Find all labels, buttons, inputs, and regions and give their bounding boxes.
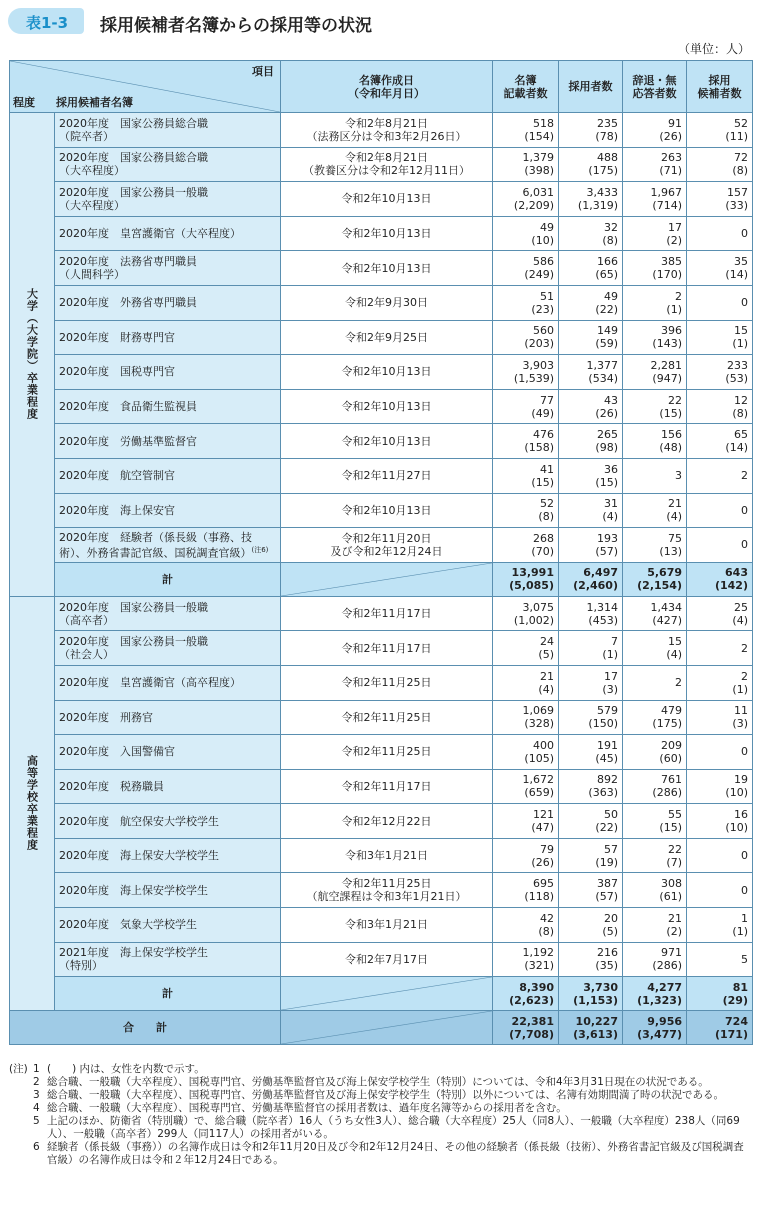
count-cell: 193 (57) — [559, 528, 623, 563]
list-name-cell — [55, 389, 281, 424]
header-list-name: 採用候補者名簿 — [56, 96, 133, 109]
count-cell: 235 (78) — [559, 113, 623, 148]
list-name: 2020年度 法務省専門職員 （人間科学） — [59, 255, 197, 282]
count-cell: 488 (175) — [559, 147, 623, 182]
list-date: 令和2年7月17日 — [281, 942, 493, 977]
table-row — [10, 493, 753, 528]
page-title: 採用候補者名簿からの採用等の状況 — [100, 16, 372, 36]
list-date: 令和3年1月21日 — [281, 838, 493, 873]
list-name-cell — [55, 493, 281, 528]
table-row — [10, 735, 753, 770]
count-cell: 25 (4) — [687, 596, 753, 631]
list-name-cell — [55, 631, 281, 666]
list-date: 令和2年8月21日 （法務区分は令和3年2月26日） — [281, 113, 493, 148]
count-cell: 216 (35) — [559, 942, 623, 977]
list-name-cell — [55, 113, 281, 148]
count-cell: 0 — [687, 735, 753, 770]
note-number: 3 — [33, 1089, 40, 1101]
table-row — [10, 769, 753, 804]
subtotal-row — [10, 562, 753, 596]
note-number: 1 — [33, 1063, 40, 1075]
list-name-cell — [55, 838, 281, 873]
list-name-cell — [55, 216, 281, 251]
list-name: 2020年度 国家公務員総合職 （大卒程度） — [59, 151, 208, 178]
list-date: 令和2年10月13日 — [281, 389, 493, 424]
list-name-cell — [55, 942, 281, 977]
list-name-cell — [55, 908, 281, 943]
count-cell: 263 (71) — [623, 147, 687, 182]
subtotal-cell: 8,390 (2,623) — [493, 977, 559, 1011]
list-date: 令和2年11月25日 — [281, 665, 493, 700]
subtotal-cell: 4,277 (1,323) — [623, 977, 687, 1011]
count-cell: 6,031 (2,209) — [493, 182, 559, 217]
count-cell: 1,379 (398) — [493, 147, 559, 182]
count-cell: 49 (22) — [559, 285, 623, 320]
header-registered: 名簿 記載者数 — [493, 61, 559, 113]
count-cell: 166 (65) — [559, 251, 623, 286]
list-name: 2020年度 気象大学校学生 — [59, 918, 197, 932]
note-number: 4 — [33, 1102, 40, 1114]
list-name-cell — [55, 596, 281, 631]
note-number: 5 — [33, 1115, 40, 1127]
table-row — [10, 700, 753, 735]
table-row — [10, 182, 753, 217]
subtotal-diagonal — [281, 977, 493, 1011]
note-prefix — [9, 1102, 33, 1115]
table-row — [10, 113, 753, 148]
list-date: 令和2年11月17日 — [281, 631, 493, 666]
count-cell: 16 (10) — [687, 804, 753, 839]
grand-total-cell: 9,956 (3,477) — [623, 1011, 687, 1045]
table-row — [10, 320, 753, 355]
header-declined: 辞退・無 応答者数 — [623, 61, 687, 113]
list-date: 令和3年1月21日 — [281, 908, 493, 943]
list-name: 2020年度 刑務官 — [59, 710, 153, 724]
count-cell: 396 (143) — [623, 320, 687, 355]
list-date: 令和2年11月25日 — [281, 735, 493, 770]
count-cell: 892 (363) — [559, 769, 623, 804]
note-text: 総合職、一般職（大卒程度）、国税専門官、労働基準監督官及び海上保安学校学生（特別）については、令和4年3月31日現在の状況である。 — [47, 1076, 709, 1088]
count-cell: 5 — [687, 942, 753, 977]
count-cell: 579 (150) — [559, 700, 623, 735]
count-cell: 17 (2) — [623, 216, 687, 251]
count-cell: 209 (60) — [623, 735, 687, 770]
grand-total-row — [10, 1011, 753, 1045]
list-name: 2020年度 航空保安大学校学生 — [59, 814, 219, 828]
list-name: 2020年度 海上保安官 — [59, 503, 175, 517]
list-name-cell — [55, 665, 281, 700]
note-prefix: (注) — [9, 1063, 28, 1075]
count-cell: 2 — [687, 631, 753, 666]
list-name-cell — [55, 769, 281, 804]
list-name: 2020年度 航空管制官 — [59, 469, 175, 483]
count-cell: 21 (4) — [493, 665, 559, 700]
subtotal-row — [10, 977, 753, 1011]
count-cell: 191 (45) — [559, 735, 623, 770]
list-name-cell — [55, 458, 281, 493]
subtotal-label: 計 — [55, 977, 281, 1011]
note-prefix — [9, 1076, 33, 1089]
list-name-cell — [55, 182, 281, 217]
table-row — [10, 216, 753, 251]
count-cell: 49 (10) — [493, 216, 559, 251]
count-cell: 1 (1) — [687, 908, 753, 943]
count-cell: 2 — [687, 458, 753, 493]
list-date: 令和2年9月30日 — [281, 285, 493, 320]
list-date: 令和2年10月13日 — [281, 493, 493, 528]
table-row — [10, 596, 753, 631]
count-cell: 3,903 (1,539) — [493, 355, 559, 390]
count-cell: 385 (170) — [623, 251, 687, 286]
note-item — [9, 1076, 754, 1089]
list-name: 2021年度 海上保安学校学生 （特別） — [59, 946, 208, 973]
count-cell: 268 (70) — [493, 528, 559, 563]
header-row — [10, 61, 753, 113]
grand-total-diagonal — [281, 1011, 493, 1045]
header-hired: 採用者数 — [559, 61, 623, 113]
list-name: 2020年度 国家公務員一般職 （社会人） — [59, 635, 208, 662]
note-item — [9, 1141, 754, 1167]
count-cell: 15 (4) — [623, 631, 687, 666]
count-cell: 21 (2) — [623, 908, 687, 943]
count-cell: 156 (48) — [623, 424, 687, 459]
count-cell: 2 (1) — [687, 665, 753, 700]
count-cell: 21 (4) — [623, 493, 687, 528]
table-row — [10, 285, 753, 320]
count-cell: 0 — [687, 838, 753, 873]
count-cell: 121 (47) — [493, 804, 559, 839]
list-date: 令和2年11月17日 — [281, 596, 493, 631]
count-cell: 233 (53) — [687, 355, 753, 390]
table-number: 表1-3 — [26, 14, 69, 32]
count-cell: 0 — [687, 216, 753, 251]
list-date: 令和2年10月13日 — [281, 251, 493, 286]
count-cell: 1,069 (328) — [493, 700, 559, 735]
count-cell: 72 (8) — [687, 147, 753, 182]
subtotal-cell: 6,497 (2,460) — [559, 562, 623, 596]
subtotal-diagonal — [281, 562, 493, 596]
note-item — [9, 1089, 754, 1102]
count-cell: 971 (286) — [623, 942, 687, 977]
count-cell: 761 (286) — [623, 769, 687, 804]
count-cell: 32 (8) — [559, 216, 623, 251]
list-name: 2020年度 外務省専門職員 — [59, 296, 197, 310]
count-cell: 3 — [623, 458, 687, 493]
list-name: 2020年度 海上保安学校学生 — [59, 883, 208, 897]
list-name-cell — [55, 735, 281, 770]
list-name-cell — [55, 147, 281, 182]
subtotal-cell: 3,730 (1,153) — [559, 977, 623, 1011]
header-candidates: 採用 候補者数 — [687, 61, 753, 113]
count-cell: 3,433 (1,319) — [559, 182, 623, 217]
list-name: 2020年度 経験者（係長級（事務、技術）、外務省書記官級、国税調査官級） — [59, 530, 252, 560]
grand-total-label: 合 計 — [10, 1011, 281, 1045]
count-cell: 35 (14) — [687, 251, 753, 286]
subtotal-label: 計 — [55, 562, 281, 596]
list-name: 2020年度 海上保安大学校学生 — [59, 849, 219, 863]
list-date: 令和2年10月13日 — [281, 355, 493, 390]
count-cell: 3,075 (1,002) — [493, 596, 559, 631]
header-diagonal-cell — [10, 61, 281, 113]
list-date: 令和2年8月21日 （教養区分は令和2年12月11日） — [281, 147, 493, 182]
header-item: 項目 — [252, 65, 274, 78]
footnotes — [9, 1063, 754, 1167]
table-row — [10, 424, 753, 459]
table-row — [10, 458, 753, 493]
count-cell: 22 (7) — [623, 838, 687, 873]
count-cell: 43 (26) — [559, 389, 623, 424]
count-cell: 15 (1) — [687, 320, 753, 355]
table-row — [10, 873, 753, 908]
list-date: 令和2年10月13日 — [281, 216, 493, 251]
count-cell: 0 — [687, 528, 753, 563]
note-item — [9, 1063, 754, 1076]
count-cell: 17 (3) — [559, 665, 623, 700]
count-cell: 400 (105) — [493, 735, 559, 770]
note-number: 6 — [33, 1141, 40, 1153]
subtotal-cell: 81 (29) — [687, 977, 753, 1011]
note-prefix — [9, 1115, 33, 1141]
note-item — [9, 1102, 754, 1115]
section-label-cell — [10, 596, 55, 1011]
count-cell: 12 (8) — [687, 389, 753, 424]
list-name-cell — [55, 320, 281, 355]
count-cell: 387 (57) — [559, 873, 623, 908]
table-row — [10, 528, 753, 563]
list-name-cell — [55, 285, 281, 320]
header-level: 程度 — [13, 96, 35, 109]
grand-total-cell: 724 (171) — [687, 1011, 753, 1045]
note-item — [9, 1115, 754, 1141]
note-text: 上記のほか、防衛省（特別職）で、総合職（院卒者）16人（うち女性3人）、総合職（大卒程度）25人（同8人）、一般職（大卒程度）238人（同69人）、一般職（高卒者）299人（同117人）の採用者がいる。 — [47, 1115, 740, 1140]
unit-label: （単位：人） — [677, 42, 750, 56]
count-cell: 265 (98) — [559, 424, 623, 459]
list-name: 2020年度 財務専門官 — [59, 330, 175, 344]
count-cell: 1,314 (453) — [559, 596, 623, 631]
count-cell: 24 (5) — [493, 631, 559, 666]
list-name-cell — [55, 424, 281, 459]
list-name-cell — [55, 251, 281, 286]
count-cell: 22 (15) — [623, 389, 687, 424]
list-name-cell — [55, 528, 281, 563]
count-cell: 560 (203) — [493, 320, 559, 355]
list-date: 令和2年11月20日 及び令和2年12月24日 — [281, 528, 493, 563]
list-name-cell — [55, 873, 281, 908]
section-label-cell — [10, 113, 55, 597]
note-prefix — [9, 1089, 33, 1102]
grand-total-cell: 22,381 (7,708) — [493, 1011, 559, 1045]
table-number-badge — [8, 8, 84, 34]
section-label: 大学（大学院）卒業程度 — [25, 288, 39, 421]
count-cell: 1,967 (714) — [623, 182, 687, 217]
list-date: 令和2年10月13日 — [281, 182, 493, 217]
count-cell: 77 (49) — [493, 389, 559, 424]
count-cell: 19 (10) — [687, 769, 753, 804]
count-cell: 2 — [623, 665, 687, 700]
count-cell: 1,192 (321) — [493, 942, 559, 977]
count-cell: 51 (23) — [493, 285, 559, 320]
count-cell: 20 (5) — [559, 908, 623, 943]
list-name-cell — [55, 700, 281, 735]
count-cell: 50 (22) — [559, 804, 623, 839]
note-number: 2 — [33, 1076, 40, 1088]
list-name-cell — [55, 804, 281, 839]
list-name: 2020年度 国税専門官 — [59, 365, 175, 379]
count-cell: 41 (15) — [493, 458, 559, 493]
list-name: 2020年度 国家公務員総合職 （院卒者） — [59, 116, 208, 143]
table-row — [10, 389, 753, 424]
count-cell: 157 (33) — [687, 182, 753, 217]
count-cell: 11 (3) — [687, 700, 753, 735]
list-name: 2020年度 国家公務員一般職 （高卒者） — [59, 600, 208, 627]
table-row — [10, 147, 753, 182]
footnote-ref: (注6) — [251, 545, 269, 554]
table-row — [10, 665, 753, 700]
count-cell: 0 — [687, 873, 753, 908]
count-cell: 586 (249) — [493, 251, 559, 286]
count-cell: 55 (15) — [623, 804, 687, 839]
count-cell: 65 (14) — [687, 424, 753, 459]
table-row — [10, 804, 753, 839]
list-name: 2020年度 国家公務員一般職 （大卒程度） — [59, 185, 208, 212]
grand-total-cell: 10,227 (3,613) — [559, 1011, 623, 1045]
count-cell: 31 (4) — [559, 493, 623, 528]
note-text: ( ) 内は、女性を内数で示す。 — [47, 1063, 205, 1075]
count-cell: 1,434 (427) — [623, 596, 687, 631]
title-bar — [8, 8, 752, 34]
count-cell: 476 (158) — [493, 424, 559, 459]
count-cell: 308 (61) — [623, 873, 687, 908]
list-date: 令和2年9月25日 — [281, 320, 493, 355]
table-row — [10, 251, 753, 286]
list-date: 令和2年10月13日 — [281, 424, 493, 459]
count-cell: 149 (59) — [559, 320, 623, 355]
count-cell: 52 (8) — [493, 493, 559, 528]
count-cell: 695 (118) — [493, 873, 559, 908]
count-cell: 518 (154) — [493, 113, 559, 148]
note-text: 総合職、一般職（大卒程度）、国税専門官、労働基準監督官及び海上保安学校学生（特別）以外については、名簿有効期間満了時の状況である。 — [47, 1089, 725, 1101]
header-date: 名簿作成日 （令和年月日） — [281, 61, 493, 113]
table-row — [10, 838, 753, 873]
note-prefix — [9, 1141, 33, 1167]
list-name: 2020年度 食品衛生監視員 — [59, 400, 197, 414]
count-cell: 0 — [687, 285, 753, 320]
count-cell: 2,281 (947) — [623, 355, 687, 390]
list-name: 2020年度 皇宮護衛官（大卒程度） — [59, 227, 241, 241]
subtotal-cell: 5,679 (2,154) — [623, 562, 687, 596]
list-date: 令和2年12月22日 — [281, 804, 493, 839]
table-row — [10, 355, 753, 390]
list-name-cell — [55, 355, 281, 390]
list-date: 令和2年11月27日 — [281, 458, 493, 493]
subtotal-cell: 643 (142) — [687, 562, 753, 596]
list-name: 2020年度 入国警備官 — [59, 745, 175, 759]
list-date: 令和2年11月25日 （航空課程は令和3年1月21日） — [281, 873, 493, 908]
list-date: 令和2年11月25日 — [281, 700, 493, 735]
count-cell: 79 (26) — [493, 838, 559, 873]
count-cell: 1,672 (659) — [493, 769, 559, 804]
count-cell: 57 (19) — [559, 838, 623, 873]
note-text: 経験者（係長級（事務））の名簿作成日は令和2年11月20日及び令和2年12月24日、その他の経験者（係長級（技術）、外務省書記官級及び国税調査官級）の名簿作成日は令和２年12月24日である。 — [47, 1141, 744, 1166]
count-cell: 2 (1) — [623, 285, 687, 320]
table-row — [10, 631, 753, 666]
count-cell: 91 (26) — [623, 113, 687, 148]
count-cell: 0 — [687, 493, 753, 528]
list-date: 令和2年11月17日 — [281, 769, 493, 804]
count-cell: 75 (13) — [623, 528, 687, 563]
note-text: 総合職、一般職（大卒程度）、国税専門官、労働基準監督官の採用者数は、過年度名簿等からの採用者を含む。 — [47, 1102, 567, 1114]
count-cell: 479 (175) — [623, 700, 687, 735]
count-cell: 36 (15) — [559, 458, 623, 493]
count-cell: 42 (8) — [493, 908, 559, 943]
table-row — [10, 942, 753, 977]
count-cell: 7 (1) — [559, 631, 623, 666]
list-name: 2020年度 労働基準監督官 — [59, 434, 197, 448]
list-name: 2020年度 税務職員 — [59, 779, 164, 793]
recruitment-table — [9, 60, 753, 1045]
count-cell: 1,377 (534) — [559, 355, 623, 390]
section-label: 高等学校卒業程度 — [25, 755, 39, 852]
list-name: 2020年度 皇宮護衛官（高卒程度） — [59, 676, 241, 690]
table-row — [10, 908, 753, 943]
count-cell: 52 (11) — [687, 113, 753, 148]
subtotal-cell: 13,991 (5,085) — [493, 562, 559, 596]
